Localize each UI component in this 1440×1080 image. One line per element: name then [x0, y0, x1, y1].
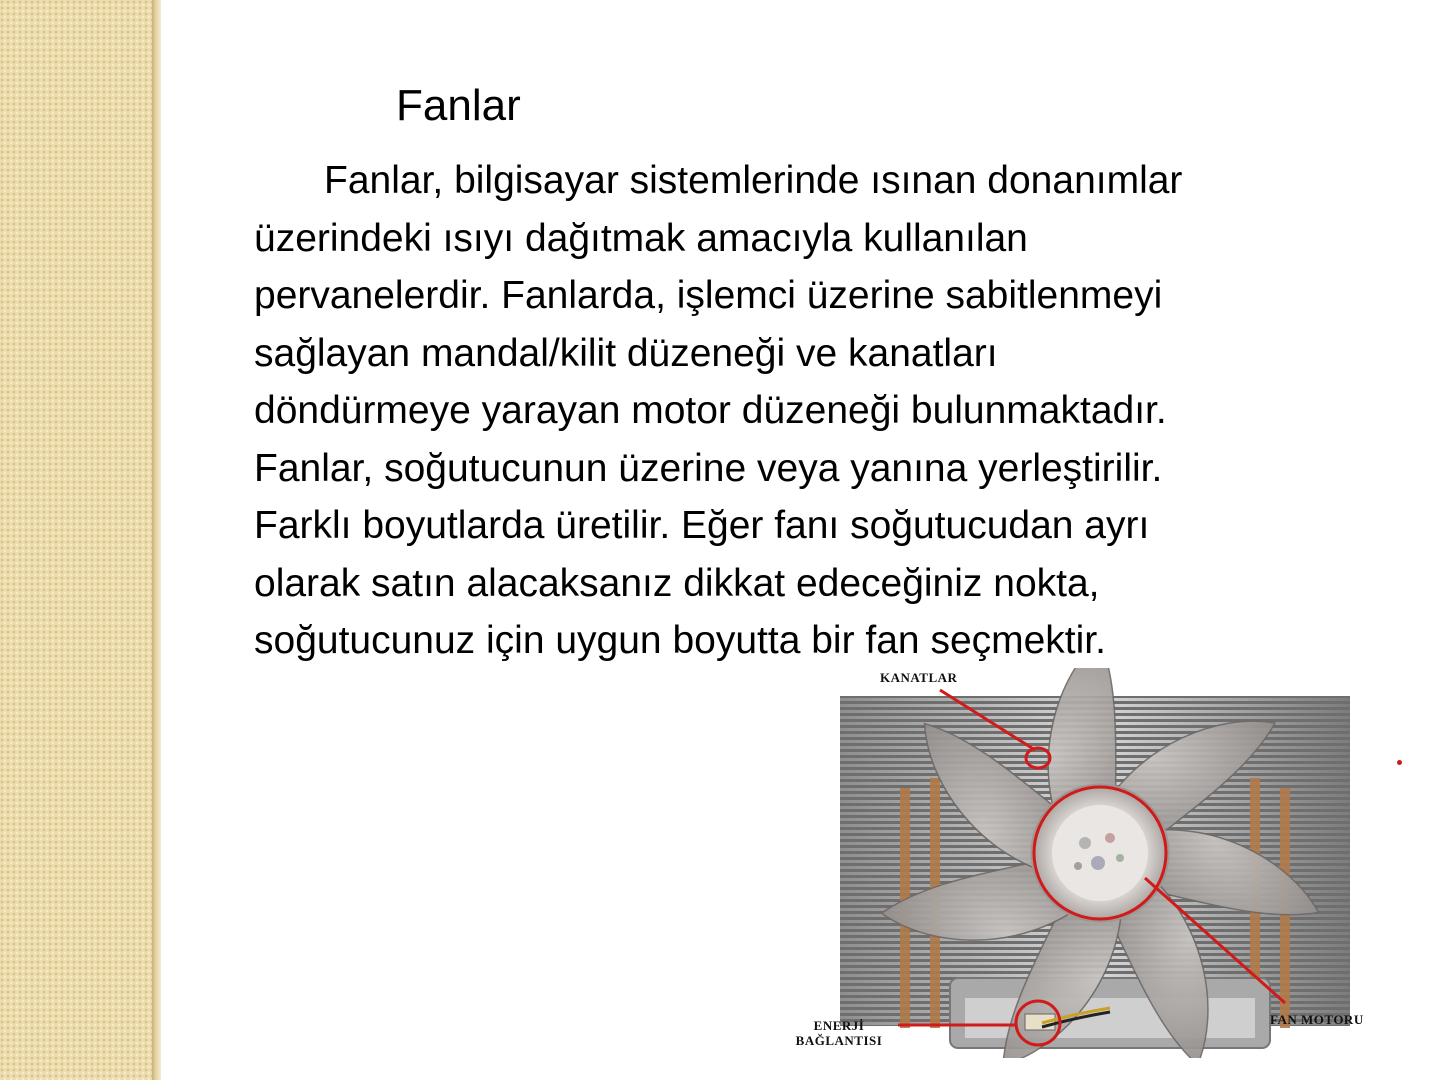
paragraph-line: sağlayan mandal/kilit düzeneği ve kanatları	[254, 331, 998, 375]
cpu-cooler-fan-photo	[780, 668, 1400, 1058]
paragraph-line-text: Fanlar, bilgisayar sistemlerinde ısınan donanımlar	[324, 159, 1183, 202]
paragraph-line: soğutucunuz için uygun boyutta bir fan seçmektir.	[254, 619, 1106, 662]
paragraph-line: olarak satın alacaksanız dikkat edeceğiniz nokta,	[254, 561, 1100, 605]
paragraph-line	[254, 152, 1384, 210]
side-strip-edge	[152, 0, 161, 1080]
label-power-line2: BAĞLANTISI	[795, 1033, 883, 1048]
paragraph-line: döndürmeye yarayan motor düzeneği bulunmaktadır.	[254, 389, 1167, 432]
paragraph-line: Farklı boyutlarda üretilir. Eğer fanı soğutucudan ayrı	[254, 504, 1150, 547]
paragraph-line: üzerindeki ısıyı dağıtmak amacıyla kullanılan	[254, 216, 1028, 260]
label-power-line1: ENERJİ	[813, 1018, 865, 1033]
slide-title: Fanlar	[396, 81, 521, 130]
cpu-cooler-fan-figure	[780, 668, 1400, 1058]
paragraph-line: Fanlar, soğutucunun üzerine veya yanına yerleştirilir.	[254, 446, 1163, 490]
label-power-connection	[780, 1018, 898, 1048]
label-fan-motor: FAN MOTORU	[1270, 1012, 1364, 1027]
label-blades: KANATLAR	[880, 670, 958, 685]
decorative-side-strip	[0, 0, 152, 1080]
slide-paragraph	[254, 152, 1384, 670]
paragraph-line: pervanelerdir. Fanlarda, işlemci üzerine sabitlenmeyi	[254, 274, 1163, 317]
red-dot-mark	[1397, 760, 1402, 765]
